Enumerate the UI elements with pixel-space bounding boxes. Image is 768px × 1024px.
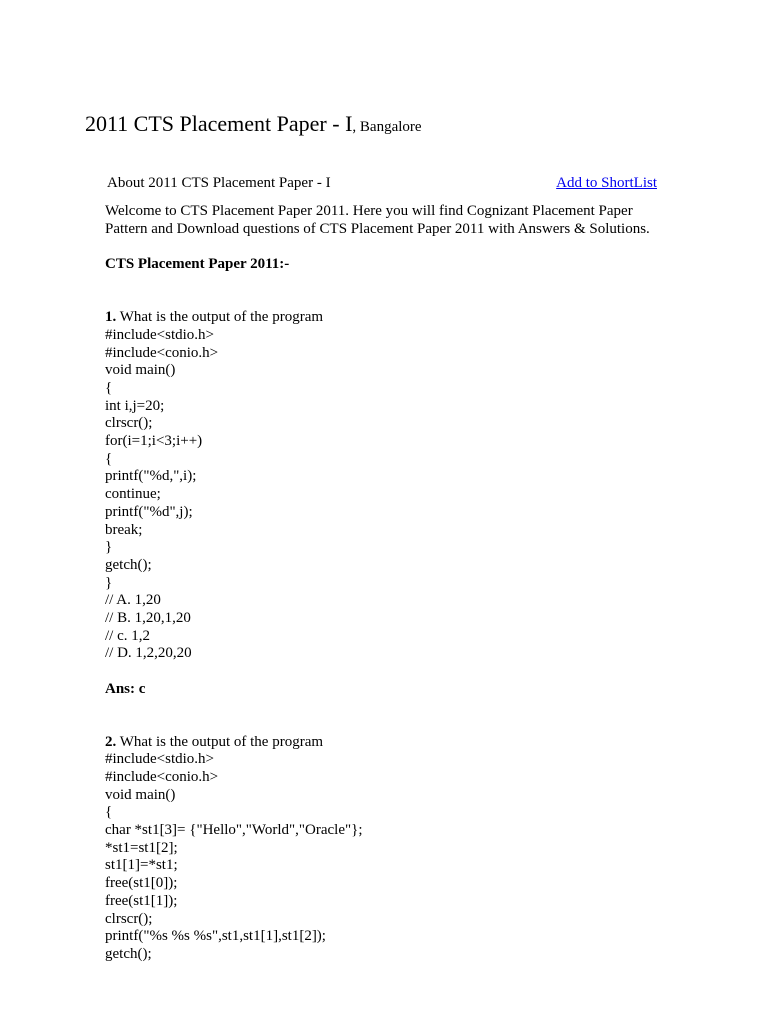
code-line: }	[105, 539, 113, 556]
code-line: #include<conio.h>	[105, 768, 219, 785]
code-line: clrscr();	[105, 910, 153, 927]
code-line: // c. 1,2	[105, 627, 150, 644]
code-line: free(st1[1]);	[105, 892, 178, 909]
code-line: void main()	[105, 362, 176, 379]
code-line: continue;	[105, 486, 161, 503]
code-line: st1[1]=*st1;	[105, 857, 178, 874]
code-line: getch();	[105, 556, 152, 573]
content-body	[105, 203, 665, 964]
code-line: #include<stdio.h>	[105, 751, 214, 768]
about-row	[107, 173, 657, 193]
code-line: {	[105, 450, 113, 467]
code-line: #include<conio.h>	[105, 344, 219, 361]
code-line: printf("%d",j);	[105, 503, 193, 520]
code-line: int i,j=20;	[105, 397, 165, 414]
code-line: char *st1[3]= {"Hello","World","Oracle"};	[105, 822, 363, 839]
code-line: {	[105, 804, 113, 821]
code-line: clrscr();	[105, 415, 153, 432]
question-block	[105, 309, 665, 698]
code-line: printf("%s %s %s",st1,st1[1],st1[2]);	[105, 928, 326, 945]
question-list	[105, 309, 665, 964]
code-line: for(i=1;i<3;i++)	[105, 433, 203, 450]
question-text: What is the output of the program	[116, 733, 324, 750]
question-number: 1.	[105, 309, 117, 326]
code-line: break;	[105, 521, 143, 538]
code-line: }	[105, 574, 113, 591]
code-line: void main()	[105, 786, 176, 803]
code-line: #include<stdio.h>	[105, 326, 214, 343]
code-line: free(st1[0]);	[105, 875, 178, 892]
code-line: // D. 1,2,20,20	[105, 645, 192, 662]
question-prompt	[105, 734, 665, 752]
intro-paragraph: Welcome to CTS Placement Paper 2011. Here you will find Cognizant Placement Paper Pattern and Download questions of CTS Placement Paper 2011 with Answers & Solutions.	[105, 203, 650, 237]
code-line: getch();	[105, 946, 152, 962]
about-label: About 2011 CTS Placement Paper - I	[107, 175, 331, 191]
code-line: {	[105, 379, 113, 396]
question-block	[105, 734, 665, 964]
answer-text: Ans: c	[105, 680, 146, 697]
section-heading: CTS Placement Paper 2011:-	[105, 256, 290, 273]
question-number: 2.	[105, 733, 117, 750]
question-text: What is the output of the program	[116, 309, 324, 326]
code-line: // A. 1,20	[105, 592, 161, 609]
code-line: printf("%d,",i);	[105, 468, 197, 485]
page-title	[85, 110, 422, 141]
code-line: *st1=st1[2];	[105, 839, 178, 856]
title-text: 2011 CTS Placement Paper - I	[85, 111, 353, 136]
question-prompt	[105, 309, 665, 327]
title-location: , Bangalore	[352, 119, 422, 135]
add-to-shortlist-link[interactable]: Add to ShortList	[556, 175, 657, 191]
code-line: // B. 1,20,1,20	[105, 610, 191, 627]
